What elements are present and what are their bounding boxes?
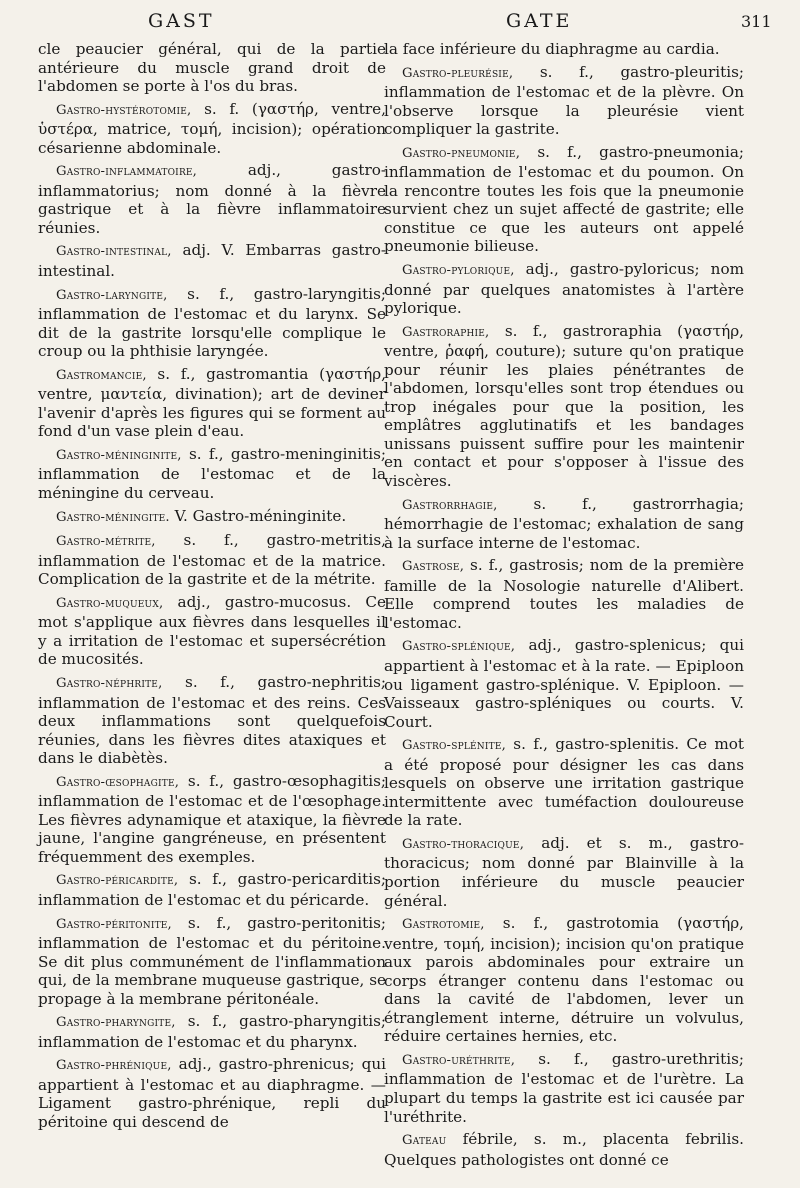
entry-definition: s. f., gastro-peritonitis; inflammation de l'estomac et du péritoine. Se dit plus communément de l'inflammation qui, de la membrane muqueuse gastrique, se propage à la membrane péritonéale. [38, 913, 386, 1008]
entry-definition: s. f., gastroraphia (γαστήρ, ventre, ῥαφή, couture); suture qu'on pratique pour réunir les plaies pénétrantes de l'abdomen, lorsqu'elles sont trop étendues ou trop inégales pour que la position, les emplâtres agglutinatifs et les bandages unissans puissent suffire pour les maintenir en contact et pour s'opposer à l'issue des viscères. [384, 321, 744, 491]
dictionary-entry-inflammatoire [38, 161, 386, 237]
entry-definition: V. Gastro-méninginite. [169, 506, 347, 525]
dictionary-entry-gateau [384, 1130, 744, 1169]
entry-headword: Gastro-laryngite, [56, 287, 168, 303]
dictionary-entry-muqueux [38, 593, 386, 669]
entry-definition: s. f., gastro-pericarditis; inflammation de l'estomac et du péricarde. [38, 870, 386, 909]
dictionary-entry-phrenique [38, 1055, 386, 1131]
dictionary-entry-gastrorrhagie [384, 495, 744, 553]
right-column [384, 40, 744, 1173]
dictionary-entry-pneumonie [384, 143, 744, 256]
entry-headword: Gastrorrhagie, [402, 497, 498, 513]
entry-headword: Gastro-uréthrite, [402, 1052, 516, 1068]
entry-definition: s. f. (γαστήρ, ventre, ὑστέρα, matrice, τομή, incision); opération césarienne abdominale. [38, 99, 386, 157]
dictionary-entry-peaucier [38, 40, 386, 96]
dictionary-entry-splenite [384, 735, 744, 830]
entry-headword: Gastro-péricardite, [56, 873, 179, 889]
entry-headword: Gastro-méningite. [56, 509, 170, 525]
entry-definition: adj., gastro-phrenicus; qui appartient à l'estomac et au diaphragme. — Ligament gastro-phrénique, repli du péritoine qui descend de [38, 1055, 386, 1131]
entry-definition: adj. et s. m., gastro-thoracicus; nom donné par Blainville à la portion inférieure du muscle peaucier général. [384, 833, 744, 910]
page-number: 311 [741, 12, 772, 31]
entry-headword: Gastro-phrénique, [56, 1058, 172, 1074]
dictionary-entry-gastrose [384, 556, 744, 632]
dictionary-entry-gastrotomie [384, 914, 744, 1046]
entry-definition: adj., gastro-pyloricus; nom donné par quelques anatomistes à l'artère pylorique. [384, 260, 744, 318]
entry-headword: Gastro-inflammatoire, [56, 164, 198, 180]
entry-headword: Gastro-muqueux, [56, 595, 164, 611]
entry-definition: adj., gastro-mucosus. Ce mot s'applique aux fièvres dans lesquelles il y a irritation de l'estomac et supersécrétion de mucosités. [38, 592, 386, 669]
entry-headword: Gastroraphie, [402, 324, 490, 340]
entry-headword: Gastrotomie, [402, 917, 485, 933]
dictionary-entry-meninginite [38, 445, 386, 503]
entry-headword: Gastromancie, [56, 367, 147, 383]
entry-definition: s. f., gastromantia (γαστήρ, ventre, μαντεία, divination); art de deviner l'avenir d'après les figures qui se forment au fond d'un vase plein d'eau. [38, 364, 386, 441]
entry-text: la face inférieure du diaphragme au cardia. [384, 40, 720, 58]
entry-headword: Gastro-néphrite, [56, 675, 163, 691]
running-head-right: GATE [506, 10, 573, 32]
entry-definition: s. f., gastro-urethritis; inflammation de l'estomac et de l'urètre. La plupart du temps la gastrite est ici causée par l'uréthrite. [384, 1049, 744, 1126]
entry-headword: Gastro-méninginite, [56, 447, 182, 463]
entry-headword: Gastro-métrite, [56, 534, 156, 550]
entry-definition: s. f., gastrosis; nom de la première famille de la Nosologie naturelle d'Alibert. Elle comprend toutes les maladies de l'estomac. [384, 556, 744, 632]
entry-headword: Gastro-pharyngite, [56, 1015, 176, 1031]
dictionary-entry-splenique [384, 636, 744, 731]
entry-headword: Gastro-péritonite, [56, 916, 172, 932]
entry-definition: adj., gastro-splenicus; qui appartient à l'estomac et à la rate. — Epiploon ou ligament gastro-splénique. V. Epiploon. — Vaisseaux gastro-spléniques ou courts. V. Court. [384, 636, 744, 731]
dictionary-entry-laryngite [38, 285, 386, 361]
entry-headword: Gastro-splénique, [402, 639, 516, 655]
entry-headword: Gastro-pylorique, [402, 263, 515, 279]
dictionary-entry-intestinal [38, 241, 386, 280]
dictionary-entry-nephrite [38, 673, 386, 768]
entry-definition: s. f., gastro-laryngitis; inflammation de l'estomac et du larynx. Se dit de la gastrite lorsqu'elle complique le croup ou la phthisie laryngée. [38, 284, 386, 361]
entry-headword: Gateau [402, 1133, 447, 1149]
dictionary-entry-thoracique [384, 834, 744, 910]
dictionary-entry-diaphragme [384, 40, 744, 59]
entry-definition: s. f., gastro-meninginitis; inflammation de l'estomac et de la méningine du cerveau. [38, 444, 386, 503]
entry-headword: Gastro-hystérotomie, [56, 102, 192, 118]
entry-headword: Gastro-pneumonie, [402, 145, 521, 161]
dictionary-entry-meningite [38, 507, 386, 528]
dictionary-entry-urethrite [384, 1050, 744, 1126]
entry-definition: s. f., gastro-pharyngitis; inflammation de l'estomac et du pharynx. [38, 1012, 386, 1051]
entry-definition: s. f., gastro-nephritis; inflammation de l'estomac et des reins. Ces deux inflammations sont quelquefois réunies, dans les fièvres dites ataxiques et dans le diabètès. [38, 672, 386, 768]
dictionary-entry-peritonite [38, 914, 386, 1009]
entry-headword: Gastro-thoracique, [402, 836, 525, 852]
dictionary-entry-gastromancie [38, 365, 386, 441]
left-column [38, 40, 386, 1136]
entry-text: cle peaucier général, qui de la partie antérieure du muscle grand droit de l'abdomen se porte à l'os du bras. [38, 40, 386, 96]
dictionary-entry-pharyngite [38, 1012, 386, 1051]
entry-definition: adj. V. Embarras gastro-intestinal. [38, 241, 386, 281]
entry-definition: s. f., gastrorrhagia; hémorrhagie de l'estomac; exhalation de sang à la surface interne de l'estomac. [384, 494, 744, 552]
dictionary-entry-oesophagite [38, 772, 386, 867]
entry-definition: adj., gastro-inflammatorius; nom donné à la fièvre gastrique et à la fièvre inflammatoire réunies. [38, 161, 386, 237]
entry-headword: Gastro-intestinal, [56, 244, 172, 260]
entry-headword: Gastro-splénite, [402, 738, 506, 754]
dictionary-entry-pylorique [384, 260, 744, 318]
entry-definition: s. f., gastro-pneumonia; inflammation de l'estomac et du poumon. On la rencontre toutes les fois que la pneumonie survient chez un sujet affecté de gastrite; elle constitue ce que les auteurs ont appelé pneumonie bilieuse. [384, 142, 744, 256]
dictionary-entry-gastroraphie [384, 322, 744, 491]
entry-headword: Gastrose, [402, 559, 465, 575]
dictionary-entry-pericardite [38, 870, 386, 909]
entry-definition: s. f., gastro-splenitis. Ce mot a été proposé pour désigner les cas dans lesquels on observe une irritation gastrique intermittente avec tuméfaction douloureuse de la rate. [384, 735, 744, 830]
entry-definition: s. f., gastro-œsophagitis; inflammation de l'estomac et de l'œsophage. Les fièvres adynamique et ataxique, la fièvre jaune, l'angine gangréneuse, en présentent fréquemment des exemples. [38, 771, 386, 866]
entry-definition: s. f., gastrotomia (γαστήρ, ventre, τομή, incision); incision qu'on pratique aux parois abdominales pour extraire un corps étranger contenu dans l'estomac ou dans la cavité de l'abdomen, lever un étranglement interne, détruire un volvulus, réduire certaines hernies, etc. [384, 914, 744, 1046]
dictionary-entry-pleuresie [384, 63, 744, 139]
entry-definition: s. f., gastro-metritis, inflammation de l'estomac et de la matrice. Complication de la gastrite et de la métrite. [38, 531, 386, 589]
entry-headword: Gastro-œsophagite, [56, 774, 180, 790]
entry-definition: fébrile, s. m., placenta febrilis. Quelques pathologistes ont donné ce [384, 1130, 744, 1169]
entry-definition: s. f., gastro-pleuritis; inflammation de l'estomac et de la plèvre. On l'observe lorsque la pleurésie vient compliquer la gastrite. [384, 62, 744, 139]
entry-headword: Gastro-pleurésie, [402, 65, 514, 81]
dictionary-entry-metrite [38, 531, 386, 589]
dictionary-entry-hysterotomie [38, 100, 386, 158]
running-head-left: GAST [148, 10, 215, 32]
